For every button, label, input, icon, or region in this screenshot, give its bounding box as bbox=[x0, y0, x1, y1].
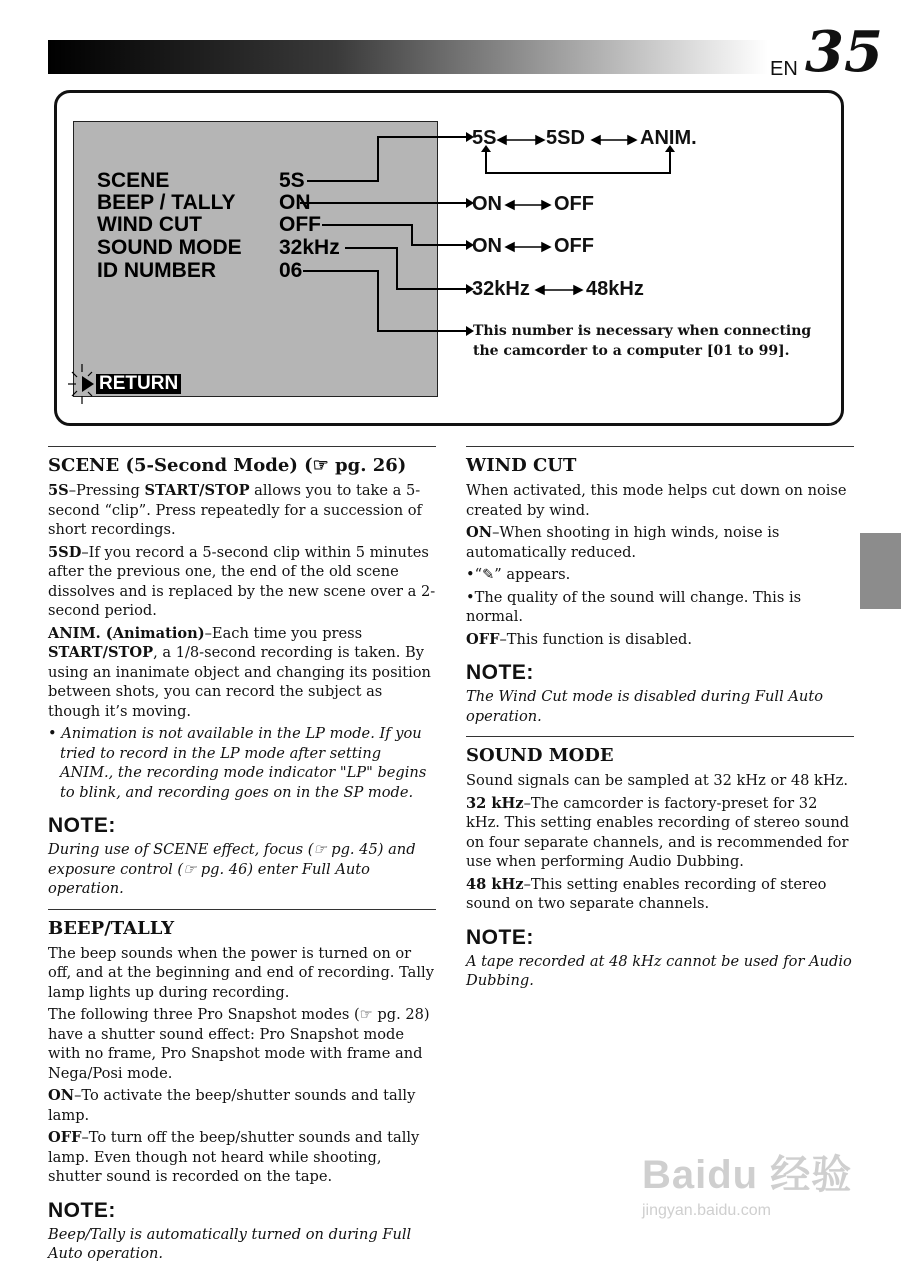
menu-value-wind: OFF bbox=[279, 213, 321, 236]
text-anim: –Each time you press bbox=[204, 624, 363, 642]
option-5sd: 5SD bbox=[546, 127, 585, 149]
text-on: –When shooting in high winds, noise is automatically reduced. bbox=[466, 524, 780, 561]
scene-5sd-paragraph bbox=[48, 543, 436, 621]
text-on: –To activate the beep/shutter sounds and tally lamp. bbox=[48, 1087, 416, 1124]
scene-anim-paragraph bbox=[48, 624, 436, 722]
wind-off-paragraph bbox=[466, 630, 854, 650]
scene-anim-bullet: • Animation is not available in the LP mode. If you tried to record in the LP mode after setting ANIM., the recording mode indicator "LP" begins to blink, and recording goes on in the SP mode. bbox=[48, 725, 427, 801]
beep-paragraph-2: The following three Pro Snapshot modes (☞ pg. 28) have a shutter sound effect: Pro Snapshot mode with no frame, Pro Snapshot mode with frame and Nega/Posi mode. bbox=[48, 1006, 430, 1082]
beep-off-paragraph bbox=[48, 1128, 436, 1187]
connector-lines bbox=[0, 0, 901, 440]
menu-label-scene: SCENE bbox=[97, 169, 170, 192]
term-on: ON bbox=[466, 524, 493, 541]
wind-paragraph-1: When activated, this mode helps cut down on noise created by wind. bbox=[466, 482, 847, 519]
menu-value-id: 06 bbox=[279, 259, 303, 282]
text-5s-rest: allows you to take a 5-second “clip”. Press repeatedly for a succession of short recordings. bbox=[48, 482, 422, 538]
beep-note-text: Beep/Tally is automatically turned on during Full Auto operation. bbox=[48, 1225, 412, 1262]
text-off: –To turn off the beep/shutter sounds and tally lamp. Even though not heard while shooting, shutter sound is recorded on the tape. bbox=[48, 1129, 420, 1185]
menu-value-beep: ON bbox=[279, 191, 311, 214]
term-48khz: 48 kHz bbox=[466, 875, 524, 893]
sound-paragraph-1: Sound signals can be sampled at 32 kHz or 48 kHz. bbox=[466, 772, 848, 789]
wind-note-heading: NOTE: bbox=[466, 661, 534, 684]
option-5s: 5S bbox=[472, 127, 497, 149]
term-off: OFF bbox=[48, 1129, 82, 1146]
page-side-tab bbox=[860, 533, 901, 609]
left-column bbox=[48, 446, 436, 1274]
page-number: 35 bbox=[805, 19, 883, 85]
text-off: –This function is disabled. bbox=[499, 630, 693, 648]
wind-bullet-1: •“✎” appears. bbox=[466, 566, 571, 583]
wind-heading: WIND CUT bbox=[466, 455, 577, 476]
menu-value-sound: 32kHz bbox=[279, 236, 340, 259]
id-number-note: This number is necessary when connecting the camcorder to a computer [01 to 99]. bbox=[473, 323, 812, 359]
start-stop-term: START/STOP bbox=[144, 482, 250, 499]
text-anim-rest: , a 1/8-second recording is taken. By using an inanimate object and changing its position between shots, you can record the subject as though it’s moving. bbox=[48, 644, 431, 720]
option-anim: ANIM. bbox=[640, 127, 697, 149]
menu-label-wind: WIND CUT bbox=[97, 213, 202, 236]
right-column bbox=[466, 446, 854, 1001]
sound-32k-paragraph bbox=[466, 794, 854, 872]
option-32khz: 32kHz bbox=[472, 278, 530, 300]
term-5s: 5S bbox=[48, 482, 69, 499]
option-beep-on: ON bbox=[472, 193, 502, 215]
watermark-url: jingyan.baidu.com bbox=[642, 1202, 771, 1219]
scene-5s-paragraph bbox=[48, 481, 436, 540]
beep-paragraph-1: The beep sounds when the power is turned on or off, and at the beginning and end of recording. Tally lamp lights up during recording. bbox=[48, 944, 434, 1001]
option-beep-off: OFF bbox=[554, 193, 594, 215]
text-48khz: –This setting enables recording of stereo sound on two separate channels. bbox=[466, 875, 827, 912]
term-5sd: 5SD bbox=[48, 543, 82, 561]
menu-label-id: ID NUMBER bbox=[97, 259, 216, 282]
term-on: ON bbox=[48, 1087, 75, 1104]
sound-note-text: A tape recorded at 48 kHz cannot be used for Audio Dubbing. bbox=[466, 952, 852, 989]
wind-on-paragraph bbox=[466, 523, 854, 562]
return-label: RETURN bbox=[96, 374, 181, 394]
wind-bullet-2: •The quality of the sound will change. This is normal. bbox=[466, 588, 802, 625]
term-32khz: 32 kHz bbox=[466, 794, 524, 812]
text-5s: –Pressing bbox=[68, 482, 145, 499]
beep-section bbox=[48, 909, 436, 1264]
sound-48k-paragraph bbox=[466, 875, 854, 914]
sound-section bbox=[466, 736, 854, 991]
menu-value-scene: 5S bbox=[279, 169, 305, 192]
menu-label-sound: SOUND MODE bbox=[97, 236, 242, 259]
scene-note-heading: NOTE: bbox=[48, 814, 116, 837]
option-wind-off: OFF bbox=[554, 235, 594, 257]
scene-section bbox=[48, 446, 436, 899]
option-48khz: 48kHz bbox=[586, 278, 644, 300]
scene-note-text: During use of SCENE effect, focus (☞ pg. 45) and exposure control (☞ pg. 46) enter Full Auto operation. bbox=[48, 841, 416, 897]
option-wind-on: ON bbox=[472, 235, 502, 257]
text-5sd: –If you record a 5-second clip within 5 minutes after the previous one, the end of the old scene dissolves and is replaced by the new scene over a 2-second period. bbox=[48, 543, 436, 619]
cursor-icon bbox=[68, 364, 94, 404]
sound-note-heading: NOTE: bbox=[466, 925, 534, 949]
watermark bbox=[642, 1143, 852, 1220]
language-label: EN bbox=[770, 58, 798, 80]
wind-section bbox=[466, 446, 854, 726]
sound-heading: SOUND MODE bbox=[466, 745, 614, 766]
beep-heading: BEEP/TALLY bbox=[48, 917, 175, 939]
term-off: OFF bbox=[466, 630, 500, 648]
term-anim: ANIM. (Animation) bbox=[48, 624, 205, 642]
text-32khz: –The camcorder is factory-preset for 32 kHz. This setting enables recording of stereo sound on four separate channels, and is recommended for use when performing Audio Dubbing. bbox=[466, 794, 850, 870]
start-stop-term: START/STOP bbox=[48, 644, 154, 661]
beep-on-paragraph bbox=[48, 1086, 436, 1125]
wind-note-text: The Wind Cut mode is disabled during Full Auto operation. bbox=[466, 688, 823, 725]
scene-heading: SCENE (5-Second Mode) (☞ pg. 26) bbox=[48, 455, 407, 476]
menu-label-beep: BEEP / TALLY bbox=[97, 191, 236, 214]
watermark-logo: Baidu 经验 bbox=[642, 1153, 853, 1197]
beep-note-heading: NOTE: bbox=[48, 1198, 116, 1222]
